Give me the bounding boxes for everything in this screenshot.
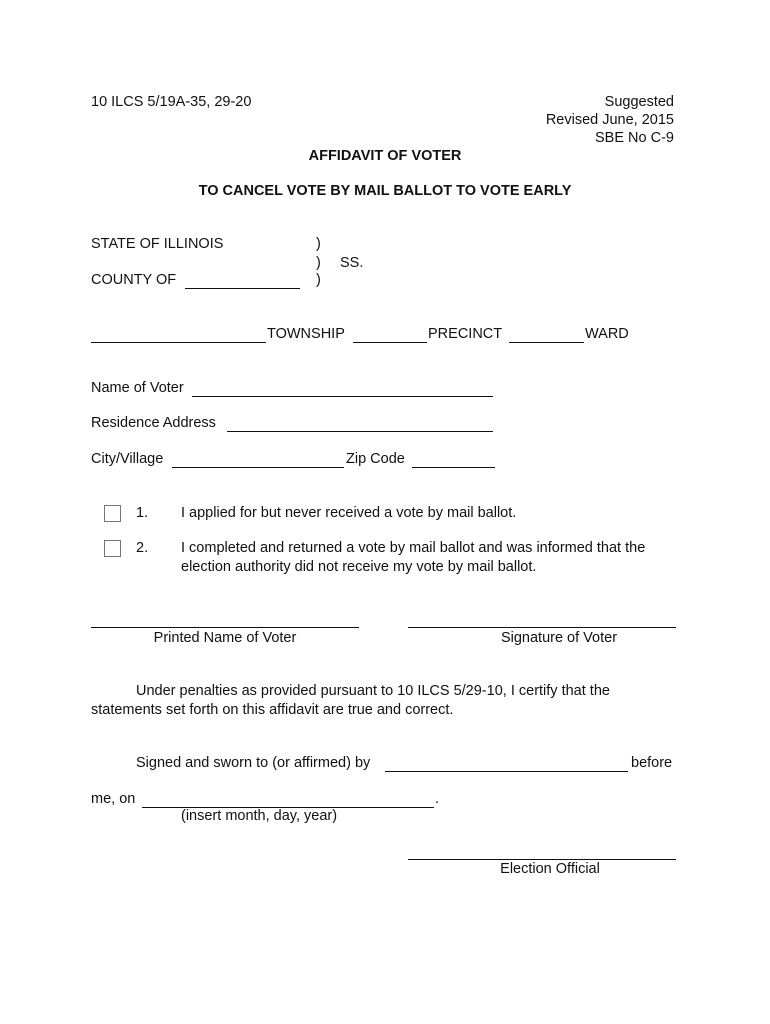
- form-title: AFFIDAVIT OF VOTER: [308, 148, 462, 164]
- sworn-prefix: Signed and sworn to (or affirmed) by: [136, 755, 371, 771]
- city-label: City/Village: [91, 451, 164, 467]
- paren: ): [316, 272, 321, 288]
- county-label: COUNTY OF: [91, 272, 177, 288]
- state-label: STATE OF ILLINOIS: [91, 236, 224, 252]
- signature-line[interactable]: [408, 627, 676, 628]
- form-number: SBE No C-9: [595, 130, 674, 146]
- ward-label: WARD: [585, 326, 629, 342]
- signature-label: Signature of Voter: [500, 630, 618, 646]
- township-field[interactable]: [91, 326, 266, 343]
- form-subtitle: TO CANCEL VOTE BY MAIL BALLOT TO VOTE EARLY: [198, 183, 572, 199]
- precinct-field[interactable]: [353, 326, 427, 343]
- printed-name-label: Printed Name of Voter: [153, 630, 297, 646]
- paren: ): [316, 255, 321, 271]
- sworn-by-field[interactable]: [385, 755, 628, 772]
- option-2-text: I completed and returned a vote by mail ballot and was informed that the: [181, 540, 646, 556]
- period: .: [435, 791, 440, 807]
- statute-reference: 10 ILCS 5/19A-35, 29-20: [91, 94, 252, 110]
- voter-name-field[interactable]: [192, 380, 493, 397]
- option-2-checkbox[interactable]: [104, 540, 121, 557]
- residence-address-field[interactable]: [227, 415, 493, 432]
- me-on-label: me, on: [91, 791, 136, 807]
- option-2-number: 2.: [136, 540, 149, 556]
- option-1-checkbox[interactable]: [104, 505, 121, 522]
- option-1-number: 1.: [136, 505, 149, 521]
- county-field[interactable]: [185, 272, 300, 289]
- precinct-label: PRECINCT: [428, 326, 503, 342]
- option-1-text: I applied for but never received a vote by mail ballot.: [181, 505, 517, 521]
- ward-field[interactable]: [509, 326, 584, 343]
- election-official-line[interactable]: [408, 859, 676, 860]
- sworn-date-field[interactable]: [142, 791, 434, 808]
- date-hint: (insert month, day, year): [181, 808, 338, 824]
- paren: ): [316, 236, 321, 252]
- printed-name-line[interactable]: [91, 627, 359, 628]
- certification-text-continued: statements set forth on this affidavit are true and correct.: [91, 702, 454, 718]
- voter-name-label: Name of Voter: [91, 380, 184, 396]
- zip-label: Zip Code: [346, 451, 405, 467]
- suggested-label: Suggested: [604, 94, 674, 110]
- residence-address-label: Residence Address: [91, 415, 216, 431]
- city-field[interactable]: [172, 451, 344, 468]
- zip-field[interactable]: [412, 451, 495, 468]
- option-2-text-continued: election authority did not receive my vote by mail ballot.: [181, 559, 537, 575]
- certification-text: Under penalties as provided pursuant to 10 ILCS 5/29-10, I certify that the: [136, 683, 610, 699]
- revision-date: Revised June, 2015: [545, 112, 674, 128]
- ss-label: SS.: [340, 255, 364, 271]
- township-label: TOWNSHIP: [267, 326, 345, 342]
- sworn-suffix: before: [631, 755, 673, 771]
- election-official-label: Election Official: [500, 861, 600, 877]
